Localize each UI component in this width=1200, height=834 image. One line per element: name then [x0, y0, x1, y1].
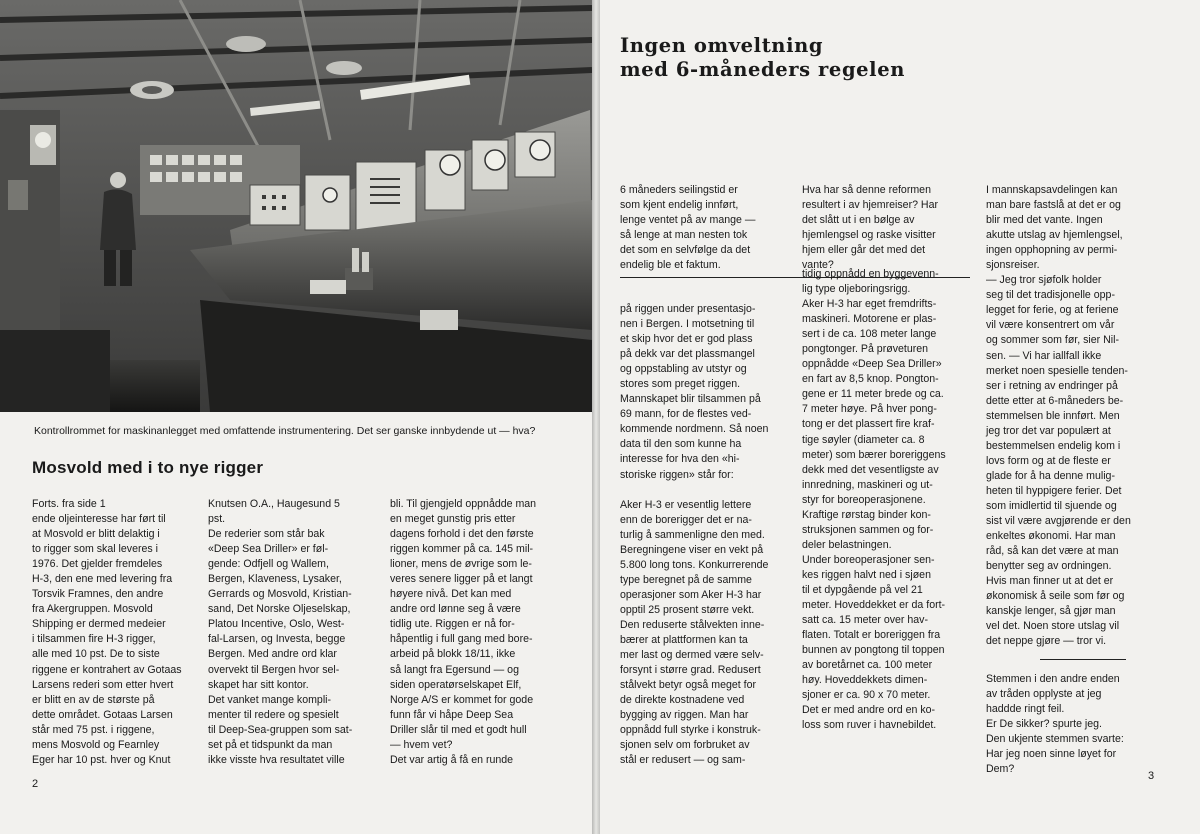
right-page — [600, 0, 1200, 834]
right-column-1: på riggen under presentasjo- nen i Bergen. I motsetning til et skip hvor det er god plass på dekk var det plassmangel og oppstabling av utstyr og stores som preget riggen. Mannskapet blir tilsammen på 69 mann, for de flestes ved- kommende nordmenn. Så noen data til den som kunne ha interesse for hva den «hi- storiske riggen» står for: Aker H-3 er vesentlig lettere enn de borerigger det er na- turlig å sammenligne den med. Beregningene viser en vekt på 5.800 long tons. Konkurrerende type beregnet på de samme operasjoner som Aker H-3 har opptil 25 prosent større vekt. Den reduserte stålvekten inne- bærer at plattformen kan ta mer last og dermed være selv- forsynt i større grad. Redusert stålvekt betyr også meget for de direkte kostnadene ved bygging av riggen. Man har oppnådd full styrke i konstruk- sjonen selv om forbruket av stål er redusert — og sam- — [620, 303, 769, 767]
spine-gutter — [592, 0, 600, 834]
photo-caption: Kontrollrommet for maskinanlegget med omfattende instrumentering. Det ser ganske innbydende ut — hva? — [34, 425, 536, 437]
right-column-3: I mannskapsavdelingen kan man bare fastslå at det er og blir med det vante. Ingen akutte utslag av hjemlengsel, ingen opphopning av permi- sjonsreiser. — Jeg tror sjøfolk holder seg til det tradisjonelle opp- legget for ferie, og at feriene vil være konsentrert om vår og sommer som før, sier Nil- sen. — Vi har iallfall ikke merket noen spesielle tenden- ser i retning av endringer på dette etter at 6-måneders be- stemmelsen ble innført. Men jeg tror det var populært at bestemmelsen endelig kom i lovs form og at de fleste er glade for å ha denne mulig- heten til hyppigere ferier. Det som imidlertid til sjuende og sist vil være avgjørende er den enkeltes økonomi. Har man råd, så kan det være at man benytter seg av ordningen. Hvis man finner ut at det er økonomisk å seile som før og kanskje lenger, så gjør man vel det. Noen store utslag vil det neppe gjøre — tror vi. — [986, 184, 1131, 648]
control-room-photo — [0, 0, 592, 412]
anecdote-text: Stemmen i den andre enden av tråden opplyste at jeg haddde ringt feil. Er De sikker? spurte jeg. Den ukjente stemmen svarte: Har jeg noen sinne løyet for Dem? — [986, 673, 1124, 776]
anecdote-divider — [1040, 659, 1126, 660]
intro-column-2: Hva har så denne reformen resultert i av hjemreiser? Har det slått ut i en bølge av hjemlengsel og raske visitter hjem eller går det med det vante? — [802, 184, 938, 272]
left-page — [0, 0, 592, 834]
page-number: 2 — [32, 778, 39, 790]
article-title: Ingen omveltning med 6-måneders regelen — [620, 34, 905, 81]
left-column-3: bli. Til gjengjeld oppnådde man en meget gunstig pris etter dagens forhold i det den første riggen kommer på ca. 145 mil- lioner, mens de øvrige som le- veres senere ligger på et langt høyere nivå. Det kan med andre ord lønne seg å være tidlig ute. Riggen er nå for- håpentlig i full gang med bore- arbeid på blokk 18/11, ikke så langt fra Egersund — og siden operatørselskapet Elf, Norge A/S er kommet for gode funn får vi håpe Deep Sea Driller slår til med et godt hull — hvem vet? Det var artig å få en runde — [390, 498, 537, 766]
left-column-1: Forts. fra side 1 ende oljeinteresse har ført til at Mosvold er blitt delaktig i to rigger som skal leveres i 1976. Det gjelder fremdeles H-3, den ene med levering fra Torsvik Framnes, den andre fra Akergruppen. Mosvold Shipping er dermed medeier i tilsammen fire H-3 rigger, alle med 10 pst. De to siste riggene er kontrahert av Gotaas Larsens rederi som etter hvert er blitt en av de største på dette området. Gotaas Larsen står med 75 pst. i riggene, mens Mosvold og Fearnley Eger har 10 pst. hver og Knut — [32, 498, 182, 766]
page-number: 3 — [1148, 770, 1155, 782]
article-heading: Mosvold med i to nye rigger — [32, 458, 264, 477]
left-column-2: Knutsen O.A., Haugesund 5 pst. De rederier som står bak «Deep Sea Driller» er føl- gende: Odfjell og Wallem, Bergen, Klaveness, Lysaker, Gerrards og Mosvold, Kristian- sand, Det Norske Oljeselskap, Platou Incentive, Oslo, West- fal-Larsen, og Investa, begge Bergen. Med andre ord klar overvekt til Bergen hvor sel- skapet har sitt kontor. Det vanket mange kompli- menter til redere og spesielt til Deep-Sea-gruppen som sat- set på et tidspunkt da man ikke visste hva resultatet ville — [208, 498, 353, 766]
right-column-2: tidig oppnådd en byggevenn- lig type oljeboringsrigg. Aker H-3 har eget fremdrifts- maskineri. Motorene er plas- sert i de ca. 108 meter lange pongtonger. På prøveturen oppnådde «Deep Sea Driller» en fart av 8,5 knop. Pongton- gene er 11 meter brede og ca. 7 meter høye. På hver pong- tong er det plassert fire kraf- tige søyler (diameter ca. 8 meter) som bærer boreriggens dekk med det vesentligste av innredning, maskineri og ut- styr for boreoperasjonene. Kraftige rørstag binder kon- struksjonen sammen og for- deler belastningen. Under boreoperasjoner sen- kes riggen halvt ned i sjøen til et dypgående på vel 21 meter. Hoveddekket er da fort- satt ca. 15 meter over hav- flaten. Totalt er boreriggen fra bunnen av pongtong til toppen av boretårnet ca. 100 meter høy. Hoveddekkets dimen- sjoner er ca. 90 x 70 meter. Det er med andre ord en ko- loss som ruver i havnebildet. — [802, 268, 946, 732]
intro-column-1: 6 måneders seilingstid er som kjent endelig innført, lenge ventet på av mange — så lenge at man nesten tok det som en selvfølge da det endelig ble et faktum. — [620, 184, 756, 272]
